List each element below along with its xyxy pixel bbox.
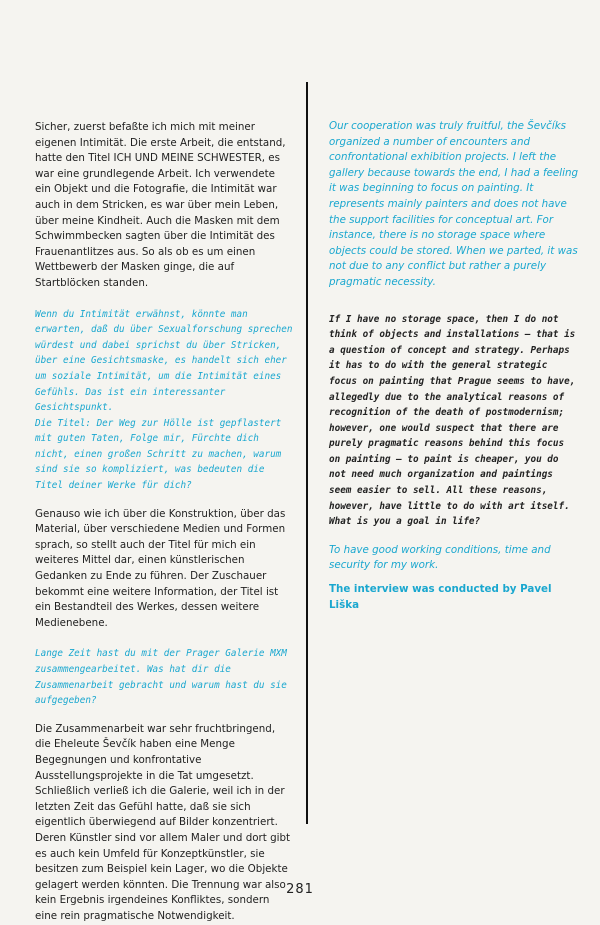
- interview-credit: The interview was conducted by Pavel Liška: [329, 583, 552, 611]
- left-column: [35, 120, 293, 925]
- answer-paragraph-titles: Genauso wie ich über die Konstruktion, über das Material, über verschiedene Medien und Formen sprach, so stellt auch der Titel für mich ein weiteres Mittel dar, einen künstlerischen Gedanken zu Ende zu führen. Der Zuschauer bekommt eine weitere Information, der Titel ist ein Bestandteil des Werkes, dessen weitere Medienebene.: [35, 507, 286, 629]
- answer-goal-in-life: To have good working conditions, time and security for my work.: [329, 543, 551, 572]
- right-column: [329, 119, 579, 613]
- question-intimacy: Wenn du Intimität erwähnst, könnte man erwarten, daß du über Sexualforschung sprechen würdest und dabei sprichst du über Stricken, über eine Gesichtsmaske, es handelt sich eher um soziale Intimität, um die Intimität eines Gefühls. Das ist ein interessanter Gesichtspunkt.: [35, 308, 293, 414]
- answer-paragraph-intimacy: Sicher, zuerst befaßte ich mich mit meiner eigenen Intimität. Die erste Arbeit, die entstand, hatte den Titel ICH UND MEINE SCHWESTER, es war eine grundlegende Arbeit. Ich verwendete ein Objekt und die Fotografie, die Intimität war auch in dem Stricken, es war über mein Leben, über meine Kindheit. Auch die Masken mit dem Schwimmbecken sagten über die Intimität des Frauenantlitzes aus. So als ob es um einen Wettbewerb der Masken ginge, die auf Startblöcken standen.: [35, 121, 286, 289]
- page-number: 281: [286, 882, 314, 897]
- answer-paragraph-gallery: Die Zusammenarbeit war sehr fruchtbringend, die Eheleute Ševčík haben eine Menge Begegnungen und konfrontative Ausstellungsprojekte in die Tat umgesetzt. Schließlich verließ ich die Galerie, weil ich in der letzten Zeit das Gefühl hatte, daß sie sich eigentlich überwiegend auf Bilder konzentriert. Deren Künstler sind vor allem Maler und dort gibt es auch kein Umfeld für Konzeptkünstler, sie besitzen zum Beispiel kein Lager, wo die Objekte gelagert werden könnten. Die Trennung war also kein Ergebnis irgendeines Konfliktes, sondern eine rein pragmatische Notwendigkeit.: [35, 722, 291, 922]
- column-divider: [306, 82, 308, 824]
- translation-paragraph-gallery: Our cooperation was truly fruitful, the Ševčíks organized a number of encounters and confrontational exhibition projects. I left the gallery because towards the end, I had a feeling it was beginning to focus on painting. It represents mainly painters and does not have the support facilities for conceptual art. For instance, there is no storage space where objects could be stored. When we parted, it was not due to any conflict but rather a purely pragmatic necessity.: [329, 120, 579, 288]
- question-titles: Die Titel: Der Weg zur Hölle ist gepflastert mit guten Taten, Folge mir, Fürchte dich nicht, einen großen Schritt zu machen, warum sind sie so kompliziert, was bedeuten die Titel deiner Werke für dich?: [35, 417, 282, 492]
- question-storage-goal: If I have no storage space, then I do not think of objects and installations – that is a question of concept and strategy. Perhaps it has to do with the general strategic focus on painting that Prague seems to have, allegedly due to the analytical reasons of recognition of the death of postmodernism; however, one would suspect that there are purely pragmatic reasons behind this focus on painting – to paint is cheaper, you do not need much organization and paintings seem easier to sell. All these reasons, however, have little to do with art itself. What is you a goal in life?: [329, 313, 576, 528]
- question-gallery-mxm: Lange Zeit hast du mit der Prager Galerie MXM zusammengearbeitet. Was hat dir die Zusammenarbeit gebracht und warum hast du sie aufgegeben?: [35, 648, 287, 707]
